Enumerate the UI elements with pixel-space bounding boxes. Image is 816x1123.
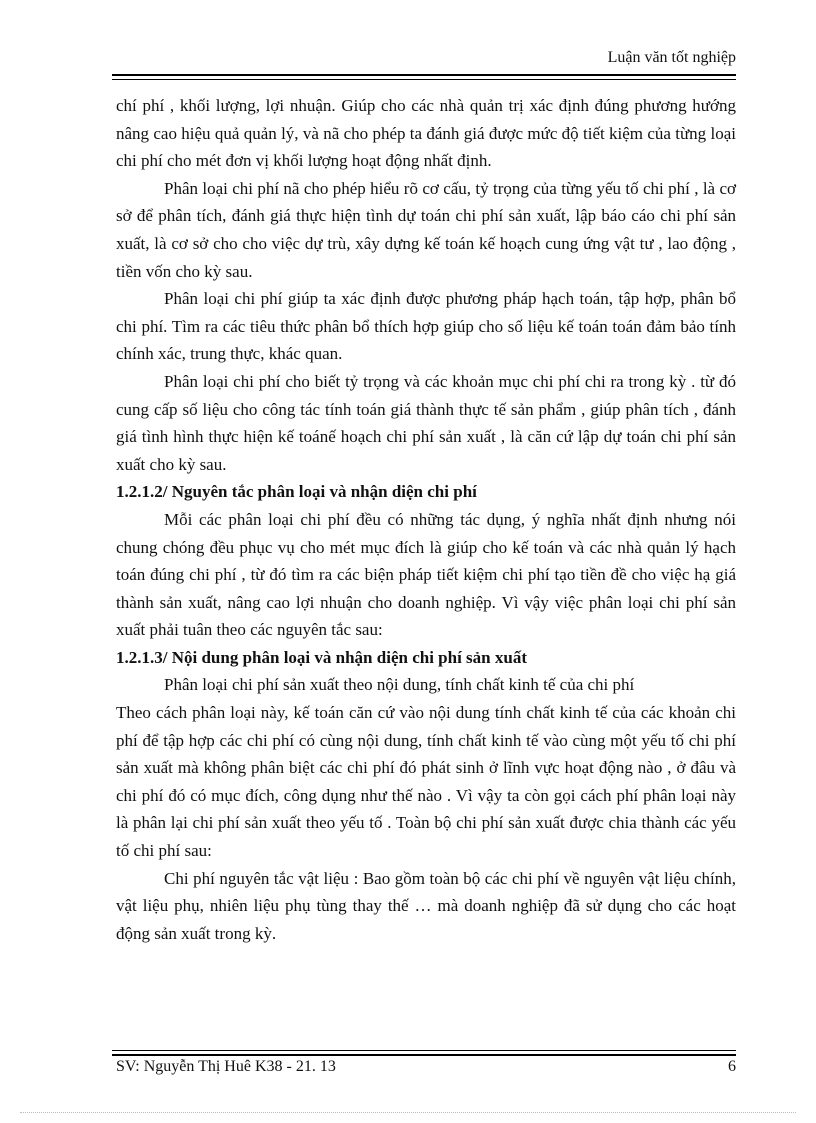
paragraph-7: Theo cách phân loại này, kế toán căn cứ vào nội dung tính chất kinh tế của các khoản chi phí để tập hợp các chi phí có cùng nội dung, tính chất kinh tế vào cùng một yếu tố chi phí sản xuất mà không phân biệt các chi phí đó phát sinh ở lĩnh vực hoạt động nào , ở đâu và chi phí đó có mục đích, công dụng như thế nào . Vì vậy ta còn gọi cách phí phân loại này là phân lại chi phí sản xuất theo yếu tố . Toàn bộ chi phí sản xuất được chia thành các yếu tố chi phí sau: [116, 703, 736, 861]
section-heading-1-2-1-2: 1.2.1.2/ Nguyên tắc phân loại và nhận diện chi phí [116, 482, 477, 502]
paragraph-4: Phân loại chi phí cho biết tỷ trọng và các khoản mục chi phí chi ra trong kỳ . từ đó cung cấp số liệu cho công tác tính toán giá thành thực tế sản phẩm , giúp phân tích , đánh giá tình hình thực hiện kế toánế hoạch chi phí sản xuất , là căn cứ lập dự toán chi phí sản xuất cho kỳ sau. [116, 371, 736, 474]
page-edge-divider [20, 1112, 796, 1113]
header-divider [112, 74, 736, 80]
running-header-title: Luận văn tốt nghiệp [607, 49, 736, 66]
paragraph-2: Phân loại chi phí nã cho phép hiểu rõ cơ cấu, tỷ trọng của từng yếu tố chi phí , là cơ sở để phân tích, đánh giá thực hiện tình dự toán chi phí sản xuất, lập báo cáo chi phí sản xuất, là cơ sở cho cho việc dự trù, xây dựng kế toán kế hoạch cung ứng vật tư , lao động , tiền vốn cho kỳ sau. [116, 178, 736, 281]
paragraph-5: Mỗi các phân loại chi phí đều có những tác dụng, ý nghĩa nhất định nhưng nói chung chóng đều phục vụ cho mét mục đích là giúp cho kế toán và các nhà quản lý hạch toán đúng chi phí , từ đó tìm ra các biện pháp tiết kiệm chi phí tạo tiền đề cho việc hạ giá thành sản xuất, nâng cao lợi nhuận cho doanh nghiệp. Vì vậy việc phân loại chi phí sản xuất phải tuân theo các nguyên tắc sau: [116, 509, 736, 640]
page-body [116, 92, 736, 947]
paragraph-3: Phân loại chi phí giúp ta xác định được phương pháp hạch toán, tập hợp, phân bổ chi phí. Tìm ra các tiêu thức phân bổ thích hợp giúp cho số liệu kế toán toán đảm bảo tính chính xác, trung thực, khác quan. [116, 289, 736, 364]
section-heading-1-2-1-3: 1.2.1.3/ Nội dung phân loại và nhận diện chi phí sản xuất [116, 647, 527, 667]
paragraph-8: Chi phí nguyên tắc vật liệu : Bao gồm toàn bộ các chi phí về nguyên vật liệu chính, vật liệu phụ, nhiên liệu phụ tùng thay thế … mà doanh nghiệp đã sử dụng cho các hoạt động sản xuất trong kỳ. [116, 868, 736, 943]
footer-author: SV: Nguyễn Thị Huê K38 - 21. 13 [116, 1058, 336, 1075]
paragraph-6: Phân loại chi phí sản xuất theo nội dung, tính chất kinh tế của chi phí [164, 675, 635, 695]
paragraph-1: chí phí , khối lượng, lợi nhuận. Giúp cho các nhà quản trị xác định đúng phương hướng nâng cao hiệu quả quản lý, và nã cho phép ta đánh giá được mức độ tiết kiệm của từng loại chi phí cho mét đơn vị khối lượng hoạt động nhất định. [116, 96, 736, 171]
page-number: 6 [728, 1058, 736, 1075]
